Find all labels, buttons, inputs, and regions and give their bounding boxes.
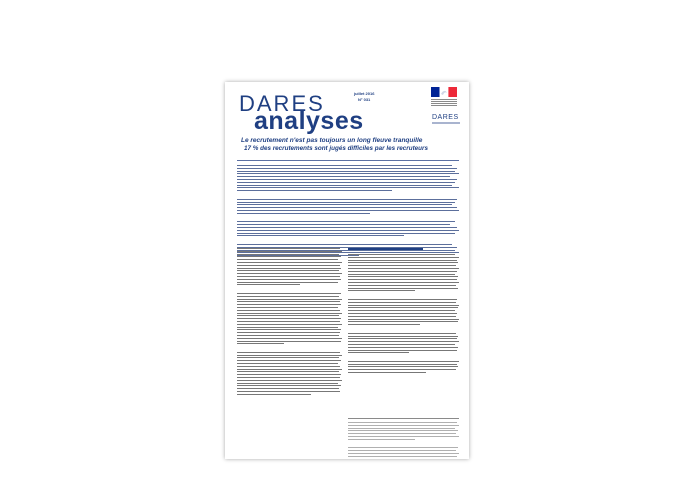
text-line <box>237 165 452 166</box>
text-line <box>348 279 457 280</box>
text-line <box>348 321 458 322</box>
text-line <box>237 176 450 177</box>
text-line <box>348 447 458 448</box>
text-line <box>237 352 340 353</box>
republique-francaise-logo <box>431 87 457 109</box>
text-line <box>237 270 339 271</box>
flag-icon <box>431 87 457 97</box>
text-line <box>348 257 459 258</box>
text-line <box>237 254 339 255</box>
text-line <box>348 347 458 348</box>
text-line <box>237 371 339 372</box>
text-line <box>237 363 338 364</box>
text-line <box>348 428 455 429</box>
text-line <box>237 299 342 300</box>
text-line <box>237 388 339 389</box>
document-page <box>225 82 469 459</box>
text-line <box>348 268 459 269</box>
text-line <box>237 329 341 330</box>
text-line <box>237 179 457 180</box>
text-line <box>237 284 300 285</box>
text-line <box>237 296 339 297</box>
text-line <box>237 182 455 183</box>
body-column-right <box>348 248 459 373</box>
text-line <box>237 244 452 245</box>
text-line <box>237 385 341 386</box>
text-line <box>237 383 338 384</box>
text-line <box>237 168 457 169</box>
text-line <box>348 316 456 317</box>
text-line <box>348 302 456 303</box>
text-line <box>348 271 457 272</box>
text-line <box>348 282 459 283</box>
text-line <box>348 299 457 300</box>
text-line <box>237 377 340 378</box>
text-line <box>237 256 341 257</box>
text-line <box>348 310 455 311</box>
text-line <box>348 453 459 454</box>
text-line <box>348 260 457 261</box>
text-line <box>237 324 342 325</box>
text-line <box>237 327 338 328</box>
text-line <box>237 360 341 361</box>
text-line <box>348 305 459 306</box>
org-logo-underline <box>432 122 460 124</box>
footnote-separator <box>348 418 459 419</box>
text-line <box>237 338 342 339</box>
text-line <box>348 350 457 351</box>
text-line <box>348 307 458 308</box>
text-line <box>237 210 459 211</box>
text-line <box>237 262 342 263</box>
text-line <box>237 202 455 203</box>
text-line <box>348 344 455 345</box>
text-line <box>348 450 456 451</box>
summary-abstract <box>237 160 459 249</box>
text-line <box>348 456 457 457</box>
document-subtitle: 17 % des recrutements sont jugés difficiles par les recruteurs <box>244 145 428 152</box>
text-line <box>237 357 339 358</box>
text-line <box>237 304 341 305</box>
text-line <box>237 310 340 311</box>
text-line <box>348 285 456 286</box>
text-line <box>237 185 452 186</box>
text-line <box>237 276 340 277</box>
text-line <box>237 315 339 316</box>
text-line <box>237 221 455 222</box>
text-line <box>237 204 452 205</box>
section-heading <box>348 248 423 250</box>
text-line <box>348 361 459 362</box>
document-title: Le recrutement n'est pas toujours un long fleuve tranquille <box>241 137 423 144</box>
text-line <box>348 433 456 434</box>
text-line <box>237 343 284 344</box>
text-line <box>237 227 457 228</box>
text-line <box>237 293 341 294</box>
text-line <box>348 422 457 423</box>
text-line <box>237 235 404 236</box>
text-line <box>237 335 339 336</box>
text-line <box>237 279 341 280</box>
text-line <box>348 439 415 440</box>
text-line <box>237 187 459 188</box>
text-line <box>348 341 459 342</box>
text-line <box>348 364 457 365</box>
text-line <box>348 254 455 255</box>
dares-logo: DARES <box>239 91 325 116</box>
text-line <box>237 265 340 266</box>
text-line <box>237 321 340 322</box>
text-line <box>237 213 370 214</box>
text-line <box>348 319 459 320</box>
text-line <box>237 301 340 302</box>
text-line <box>348 276 458 277</box>
text-line <box>237 233 455 234</box>
text-line <box>348 313 457 314</box>
body-column-left <box>237 248 342 395</box>
text-line <box>237 173 459 174</box>
text-line <box>237 341 341 342</box>
text-line <box>237 366 340 367</box>
text-line <box>237 394 311 395</box>
text-line <box>237 355 342 356</box>
analyses-logo: analyses <box>254 107 364 135</box>
footnotes <box>348 418 459 459</box>
text-line <box>237 207 457 208</box>
text-line <box>348 290 415 291</box>
text-line <box>237 313 342 314</box>
text-line <box>348 262 458 263</box>
text-line <box>237 190 392 191</box>
text-line <box>237 248 340 249</box>
text-line <box>237 391 340 392</box>
text-line <box>237 332 340 333</box>
text-line <box>237 380 342 381</box>
text-line <box>348 436 459 437</box>
text-line <box>348 336 458 337</box>
text-line <box>348 288 458 289</box>
text-line <box>237 369 342 370</box>
text-line <box>237 374 341 375</box>
text-line <box>348 274 455 275</box>
text-line <box>348 372 426 373</box>
ministry-text-lines <box>431 99 457 109</box>
text-line <box>348 338 457 339</box>
text-line <box>237 259 338 260</box>
text-line <box>237 318 341 319</box>
text-line <box>348 425 459 426</box>
text-line <box>348 333 456 334</box>
text-line <box>237 199 457 200</box>
issue-date: juillet 2016 <box>354 91 375 96</box>
text-line <box>237 273 342 274</box>
text-line <box>348 324 420 325</box>
text-line <box>348 369 456 370</box>
text-line <box>237 307 338 308</box>
text-line <box>237 224 450 225</box>
text-line <box>237 251 342 252</box>
text-line <box>348 366 458 367</box>
text-line <box>237 268 341 269</box>
text-line <box>348 352 409 353</box>
text-line <box>237 230 459 231</box>
text-line <box>348 430 458 431</box>
org-logo: DARES <box>432 114 459 121</box>
issue-number: N° 031 <box>358 97 371 102</box>
text-line <box>348 265 456 266</box>
text-line <box>237 282 338 283</box>
text-line <box>237 171 455 172</box>
